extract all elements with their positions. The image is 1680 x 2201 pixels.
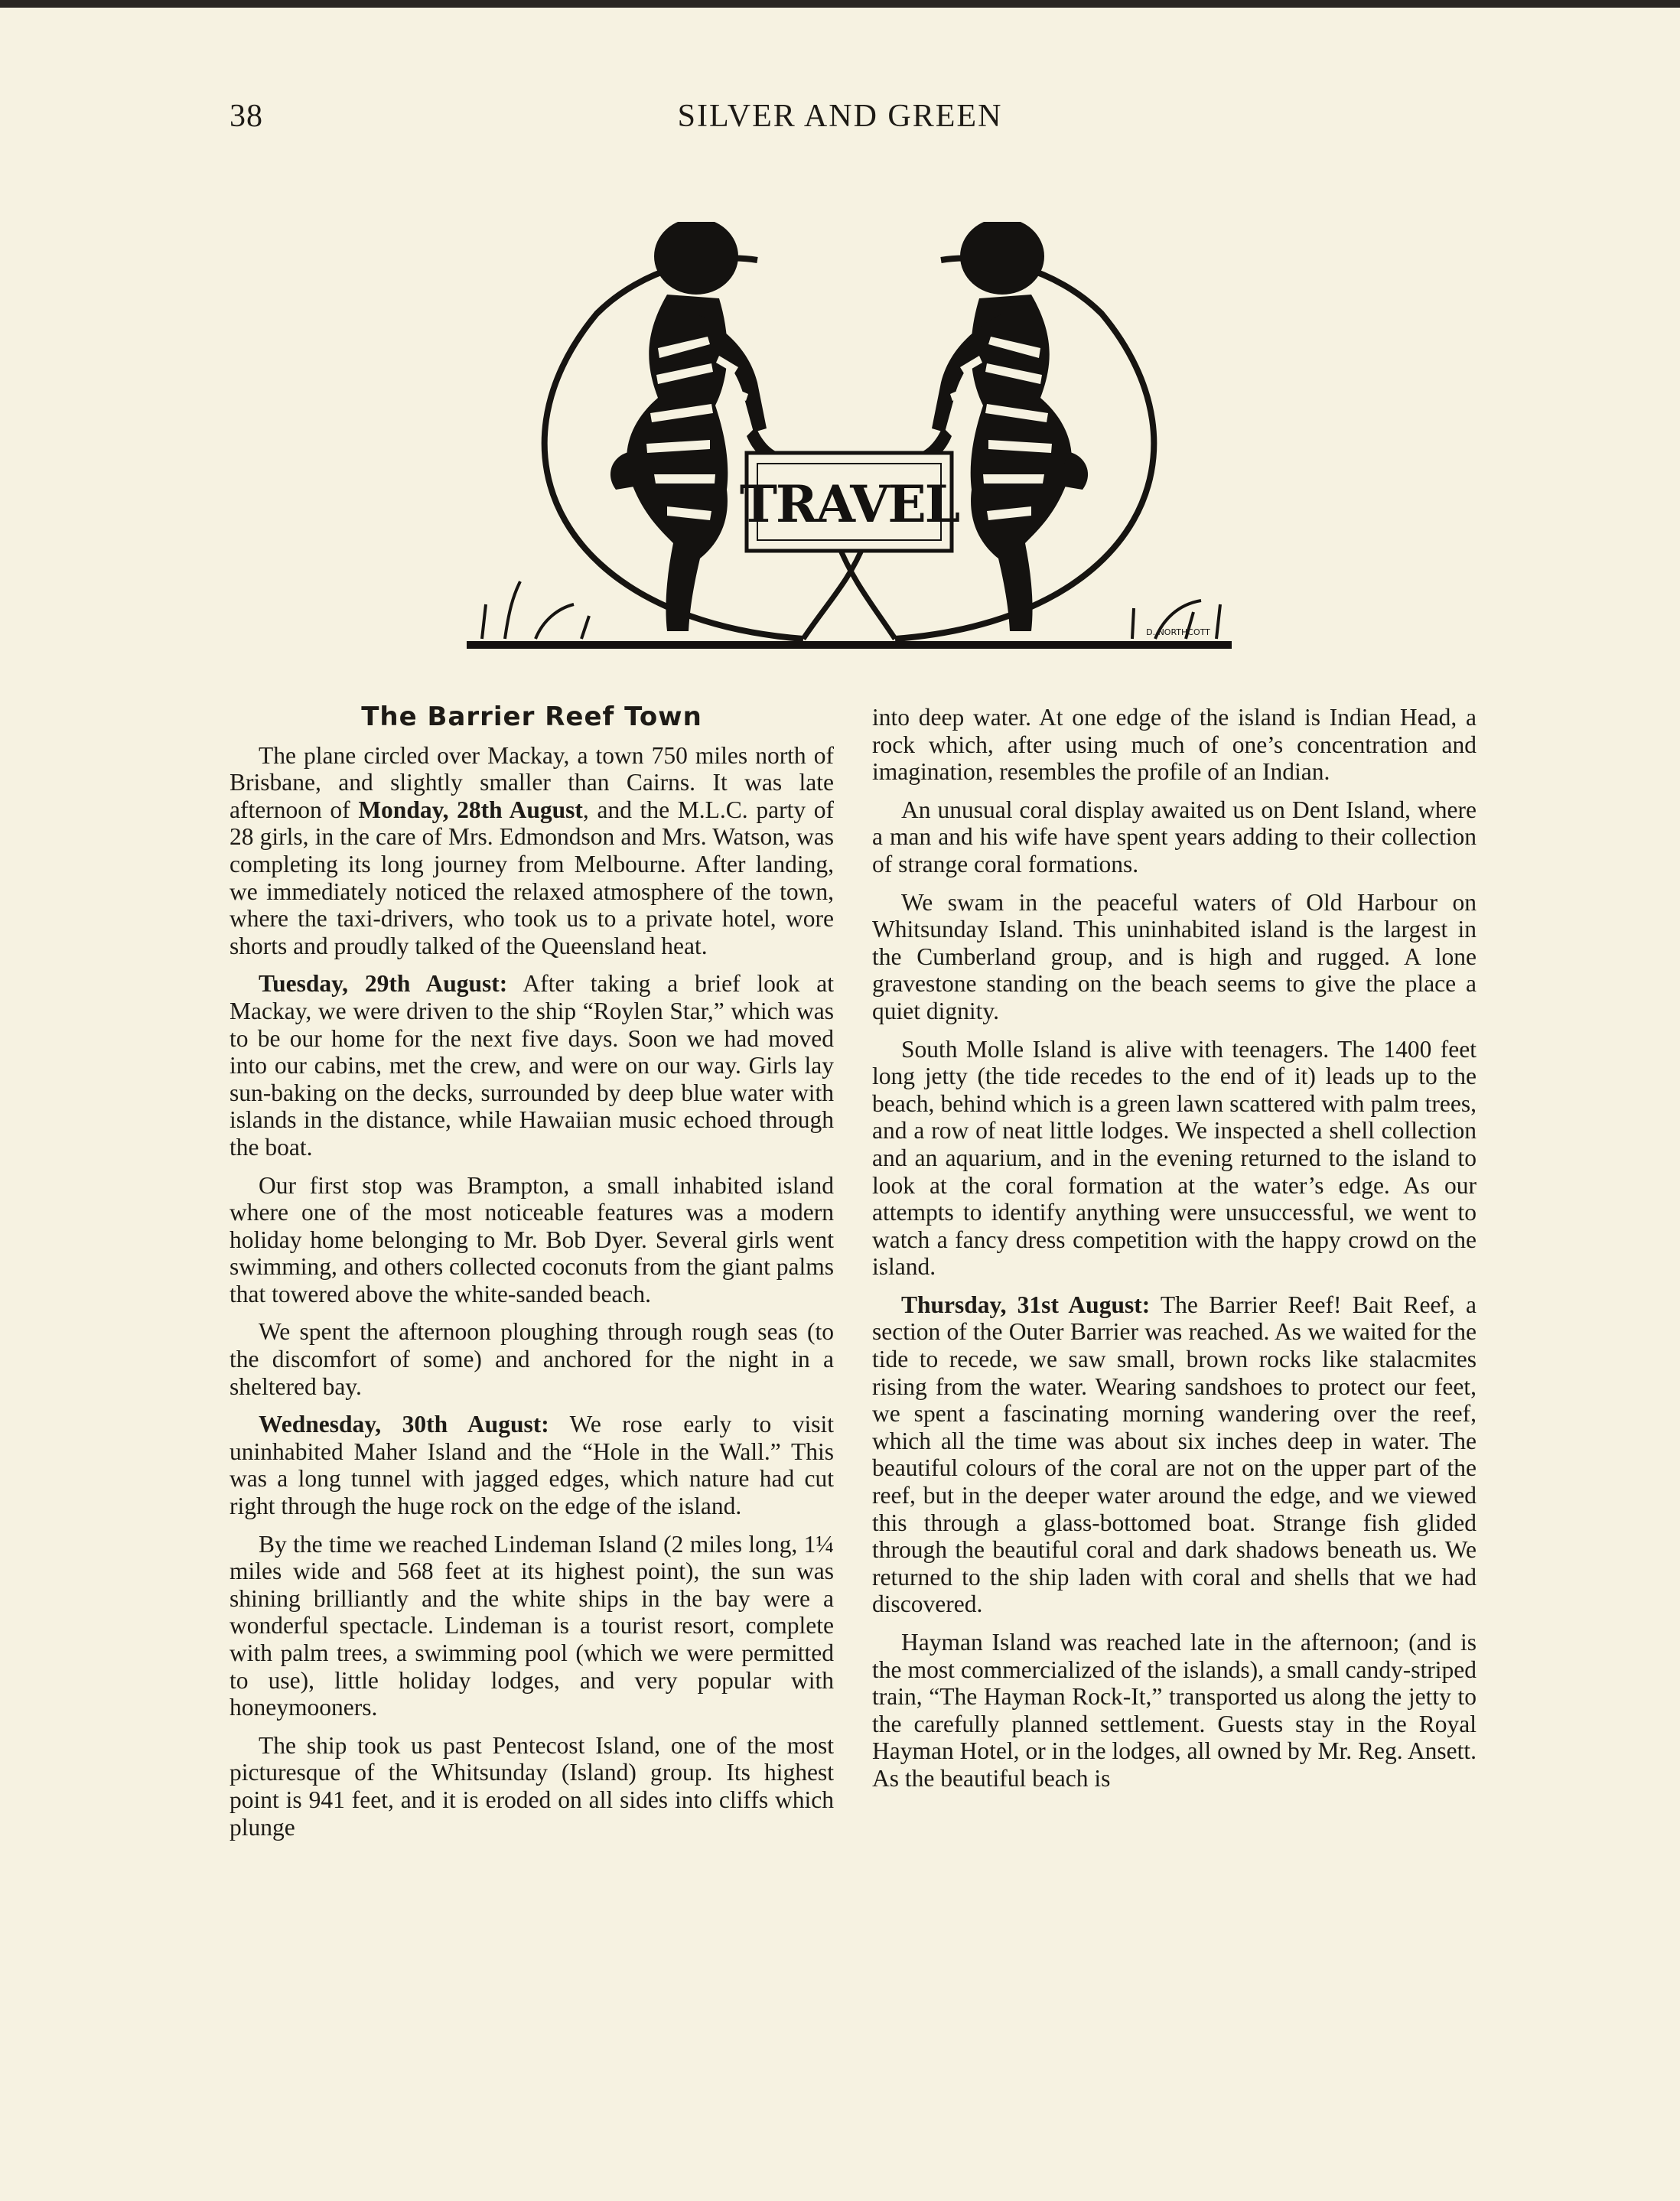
paragraph [230, 1318, 834, 1400]
page-edge [0, 0, 1680, 8]
paragraph-text: We swam in the peaceful waters of Old Harbour on Whitsunday Island. This uninhabited island is the largest in the Cumberland group, and is high and rugged. A lone gravestone standing on the beach seems to give the place a quiet dignity. [872, 888, 1477, 1024]
page-number: 38 [230, 99, 263, 134]
paragraph-text: An unusual coral display awaited us on Dent Island, where a man and his wife have spent years adding to their collection of strange coral formations. [872, 796, 1477, 877]
paragraph-text: Hayman Island was reached late in the afternoon; (and is the most commercialized of the islands), a small candy-striped train, “The Hayman Rock-It,” transported us along the jetty to the carefully planned settlement. Guests stay in the Royal Hayman Hotel, or in the lodges, all owned by Mr. Reg. Ansett. As the beautiful beach is [872, 1629, 1477, 1792]
paragraph [230, 1172, 834, 1308]
paragraph-text: We spent the afternoon ploughing through rough seas (to the discomfort of some) and anchored for the night in a sheltered bay. [230, 1318, 834, 1400]
paragraph-text: The Barrier Reef! Bait Reef, a section of the Outer Barrier was reached. As we waited for the tide to recede, we saw small, brown rocks like stalacmites rising from the water. Wearing sandshoes to protect our feet, we spent a fascinating morning wandering over the reef, which all the time was about six inches deep in water. The beautiful colours of the coral are not on the upper part of the reef, but in the deeper water around the edge, and we viewed this through a glass-bottomed boat. Strange fish glided through the beautiful coral and dark shadows beneath us. We returned to the ship laden with coral and shells that we had discovered. [872, 1291, 1477, 1618]
paragraph [872, 1036, 1477, 1281]
article-column-right [872, 704, 1477, 1803]
date-heading: Thursday, 31st August: [901, 1291, 1151, 1318]
sign-text: TRAVEL [739, 474, 959, 534]
right-column-paragraphs [872, 704, 1477, 1792]
paragraph-text: South Molle Island is alive with teenagers. The 1400 feet long jetty (the tide recedes to the end of it) leads up to the beach, behind which is a green lawn scattered with palm trees, and a row of neat little lodges. We inspected a shell collection and an aquarium, and in the evening returned to the island to look at the coral formation at the water’s edge. As our attempts to identify anything were unsuccessful, we went to watch a fancy dress competition with the happy crowd on the island. [872, 1035, 1477, 1281]
paragraph-text: By the time we reached Lindeman Island (2 miles long, 1¼ miles wide and 568 feet at its highest point), the sun was shining brilliantly and the white ships in the bay were a wonderful spectacle. Lindeman is a tourist resort, complete with palm trees, a swimming pool (which we were permitted to use), little holiday lodges, and very popular with honeymooners. [230, 1530, 834, 1721]
date-heading: Monday, 28th August [358, 796, 583, 823]
paragraph [872, 1629, 1477, 1792]
paragraph-text: into deep water. At one edge of the island is Indian Head, a rock which, after using much of one’s concentration and imagination, resembles the profile of an Indian. [872, 704, 1477, 786]
paragraph [230, 1732, 834, 1841]
article-column-left [230, 704, 834, 1851]
article-heading: The Barrier Reef Town [361, 702, 702, 732]
paragraph-text: Our first stop was Brampton, a small inhabited island where one of the most noticeable features was a modern holiday home belonging to Mr. Bob Dyer. Several girls went swimming, and others collected coconuts from the giant palms that towered above the white-sanded beach. [230, 1171, 834, 1307]
paragraph [872, 704, 1477, 786]
paragraph [230, 742, 834, 960]
two-dancing-figures-illustration [467, 222, 1232, 658]
paragraph [230, 1531, 834, 1721]
page-header [0, 98, 1680, 144]
paragraph-text: After taking a brief look at Mackay, we were driven to the ship “Roylen Star,” which was to be our home for the next five days. Soon we had moved into our cabins, met the crew, and were on our way. Girls lay sun-baking on the decks, surrounded by deep blue water with islands in the distance, while Hawaiian music echoed through the boat. [230, 970, 835, 1161]
paragraph [872, 796, 1477, 878]
paragraph-text: , and the M.L.C. party of 28 girls, in the care of Mrs. Edmondson and Mrs. Watson, was completing its long journey from Melbourne. After landing, we immediately noticed the relaxed atmosphere of the town, where the taxi-drivers, who took us to a private hotel, wore shorts and proudly talked of the Queensland heat. [230, 796, 835, 959]
artist-signature: D. NORTHCOTT [1146, 627, 1210, 637]
travel-illustration [467, 222, 1232, 658]
paragraph-text: The ship took us past Pentecost Island, one of the most picturesque of the Whitsunday (Island) group. Its highest point is 941 feet, and it is eroded on all sides into cliffs which plunge [230, 1731, 834, 1841]
paragraph [230, 1411, 834, 1519]
paragraph [872, 1291, 1477, 1618]
paragraph [872, 889, 1477, 1025]
paragraph-text: The plane circled over Mackay, a town 750 miles north of Brisbane, and slightly smaller than Cairns. It was late afternoon of [230, 741, 834, 823]
running-title: SILVER AND GREEN [677, 99, 1003, 134]
date-heading: Tuesday, 29th August: [259, 970, 508, 998]
paragraph-text: We rose early to visit uninhabited Maher Island and the “Hole in the Wall.” This was a long tunnel with jagged edges, which nature had cut right through the huge rock on the edge of the island. [230, 1411, 834, 1520]
date-heading: Wednesday, 30th August: [259, 1411, 549, 1438]
paragraph [230, 970, 834, 1161]
left-column-paragraphs [230, 742, 834, 1841]
